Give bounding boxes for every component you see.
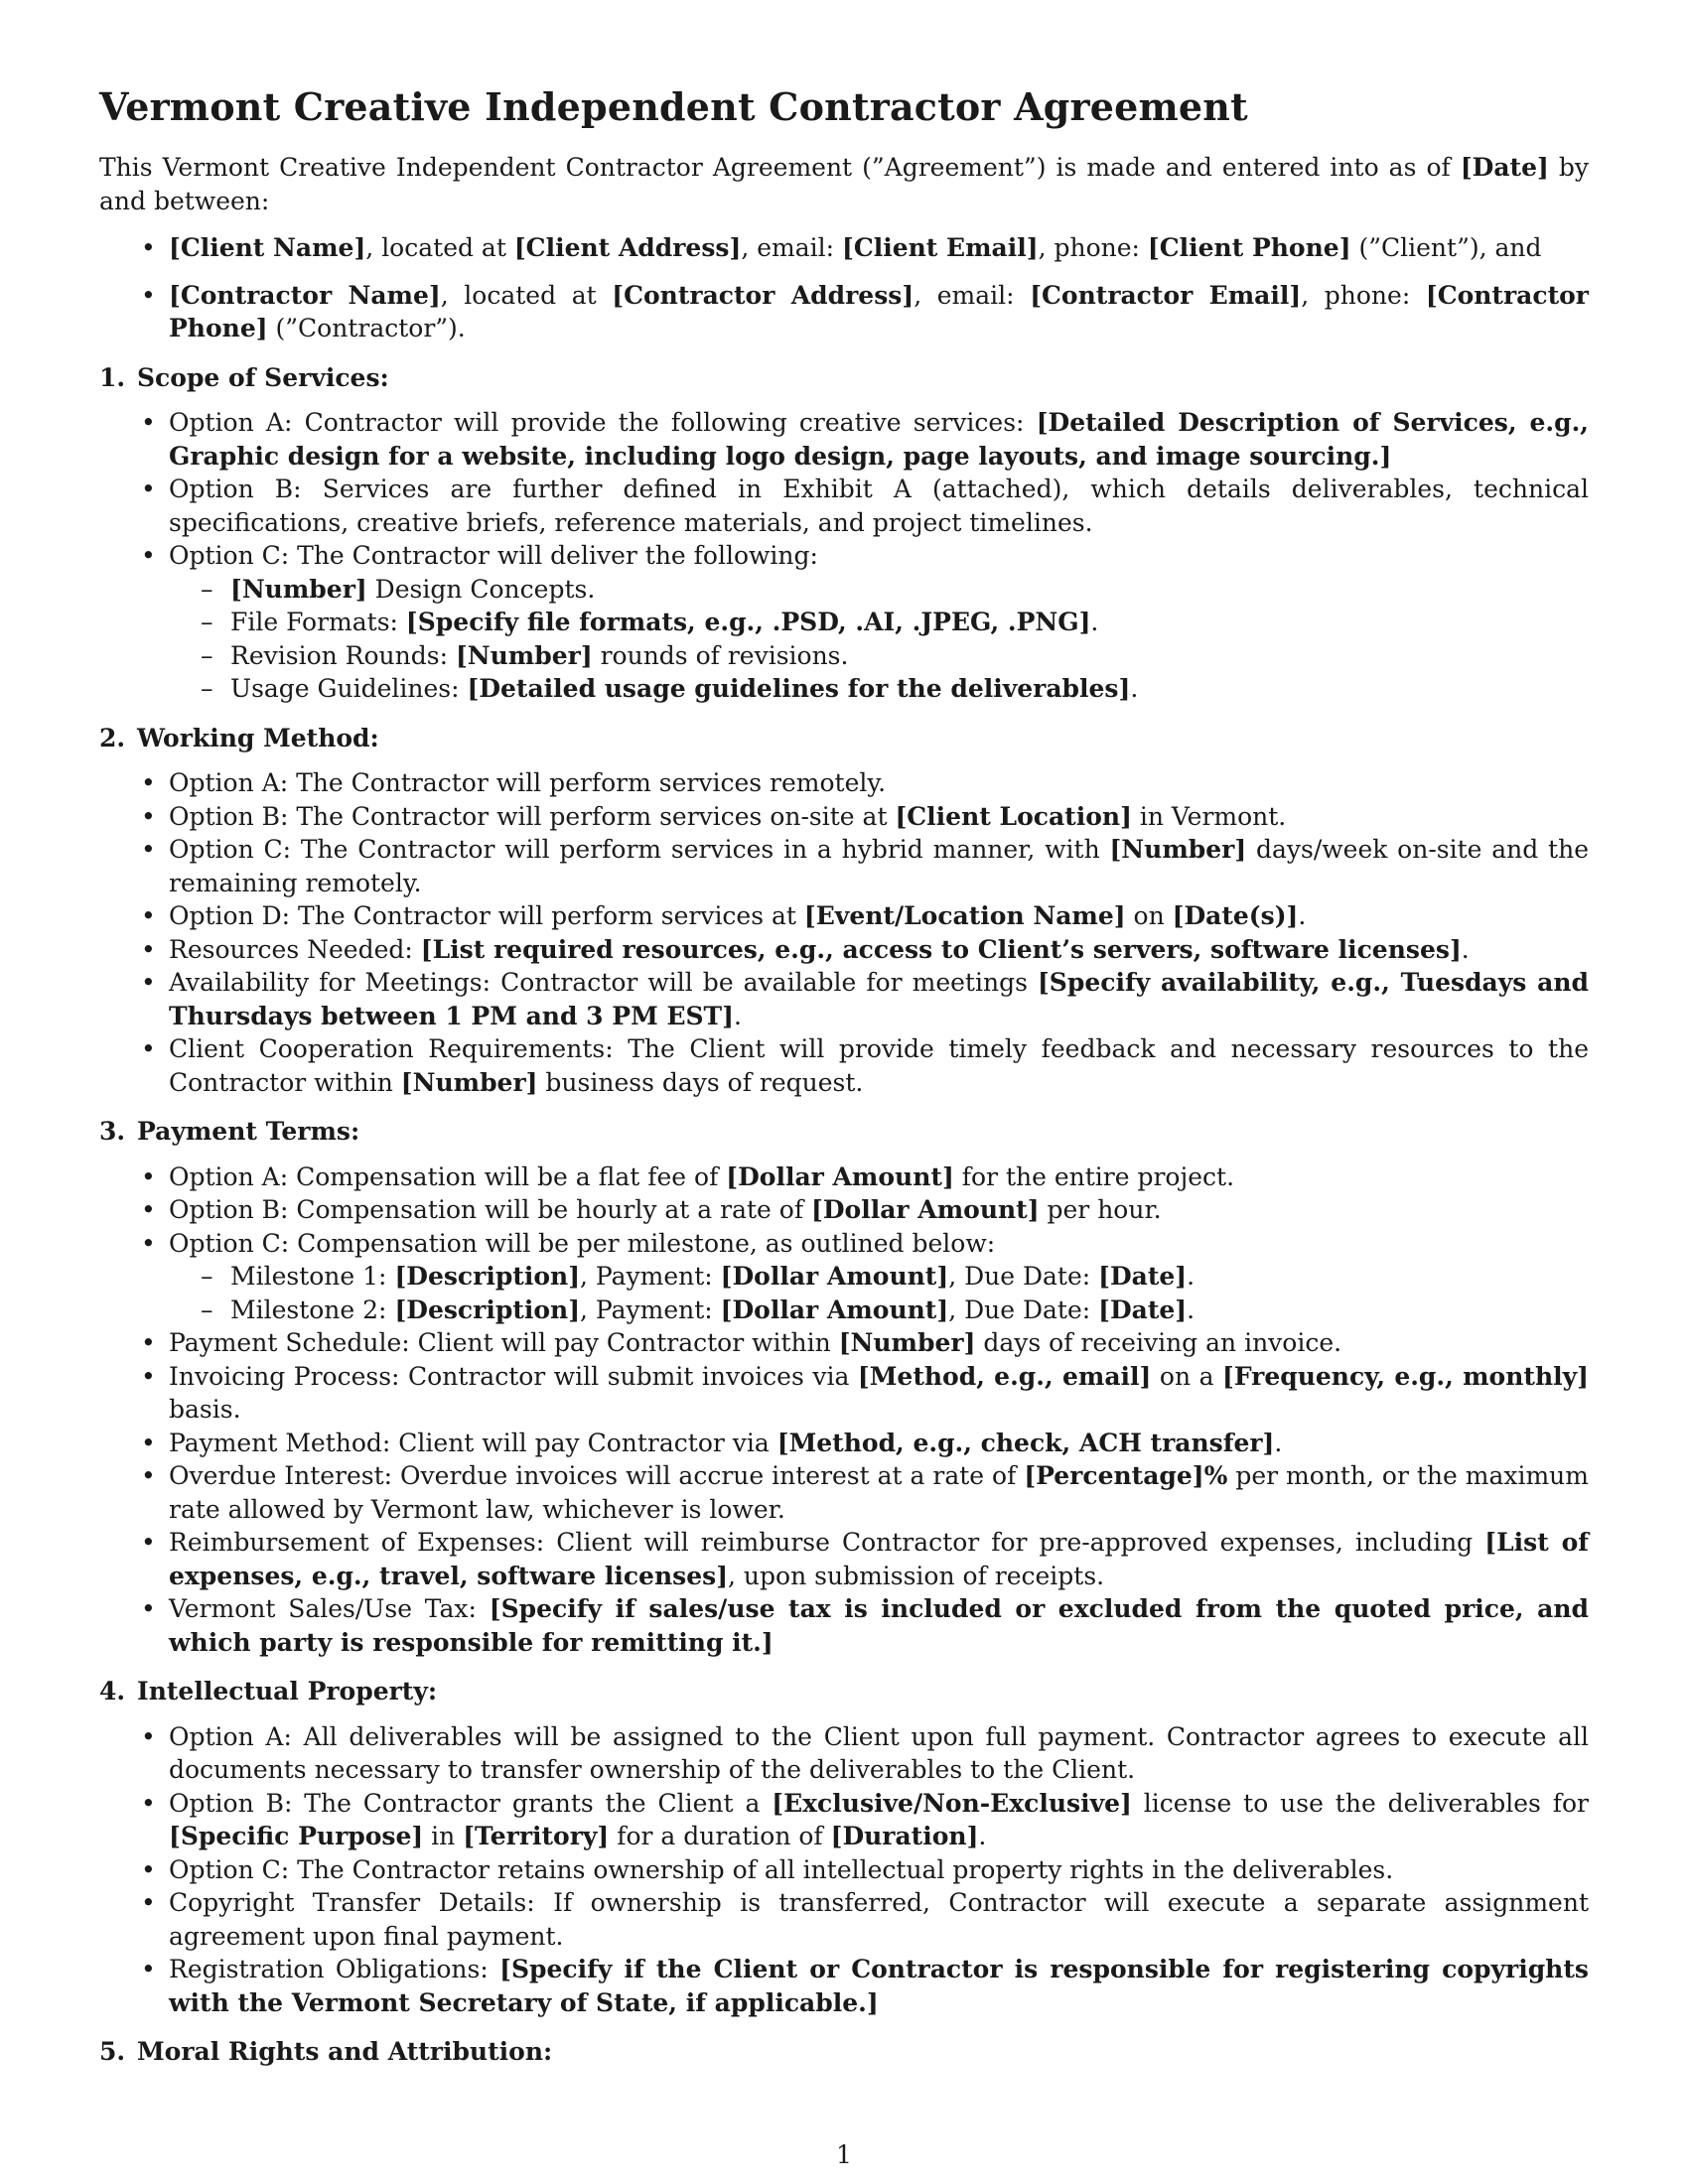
section-scope-of-services: [99, 361, 1589, 706]
sub-list-item: – Milestone 2: [Description], Payment: [Dollar Amount], Due Date: [Date].: [169, 1294, 1589, 1327]
section-heading: 3. Payment Terms:: [99, 1117, 360, 1146]
list-item: • Option C: Compensation will be per milestone, as outlined below: – Milestone 1: [Description], Payment: [Dollar Amount], Due Date: [Date]. – Milestone 2: [Description], Payment: [Dollar Amount], Due Date: [Date].: [99, 1227, 1589, 1327]
list-item: • Option A: Compensation will be a flat fee of [Dollar Amount] for the entire project.: [99, 1160, 1589, 1194]
list-item: • Option D: The Contractor will perform services at [Event/Location Name] on [Date(s)].: [99, 899, 1589, 933]
list-item: • Option B: Services are further defined in Exhibit A (attached), which details deliverables, technical specifications, creative briefs, reference materials, and project timelines.: [99, 473, 1589, 539]
section-moral-rights: [99, 2035, 1589, 2069]
list-item: • Reimbursement of Expenses: Client will reimburse Contractor for pre-approved expenses, including [List of expenses, e.g., travel, software licenses], upon submission of receipts.: [99, 1526, 1589, 1592]
section-heading: 1. Scope of Services:: [99, 362, 389, 392]
contractor-party: • [Contractor Name], located at [Contractor Address], email: [Contractor Email], phone: [Contractor Phone] (”Contractor”).: [99, 279, 1589, 345]
list-item: • Resources Needed: [List required resources, e.g., access to Client’s servers, software licenses].: [99, 933, 1589, 967]
section-intellectual-property: [99, 1675, 1589, 2019]
list-item: • Payment Schedule: Client will pay Contractor within [Number] days of receiving an invoice.: [99, 1326, 1589, 1360]
list-item: • Option C: The Contractor will perform services in a hybrid manner, with [Number] days/week on-site and the remaining remotely.: [99, 833, 1589, 899]
list-item: • Option C: The Contractor retains ownership of all intellectual property rights in the deliverables.: [99, 1853, 1589, 1887]
list-item: • Availability for Meetings: Contractor will be available for meetings [Specify availability, e.g., Tuesdays and Thursdays between 1 PM and 3 PM EST].: [99, 966, 1589, 1032]
list-item: • Option A: All deliverables will be assigned to the Client upon full payment. Contractor agrees to execute all documents necessary to transfer ownership of the deliverables to the Client.: [99, 1720, 1589, 1787]
list-item: • Vermont Sales/Use Tax: [Specify if sales/use tax is included or excluded from the quoted price, and which party is responsible for remitting it.]: [99, 1592, 1589, 1659]
list-item: • Option B: The Contractor grants the Client a [Exclusive/Non-Exclusive] license to use the deliverables for [Specific Purpose] in [Territory] for a duration of [Duration].: [99, 1787, 1589, 1853]
list-item: • Option A: Contractor will provide the following creative services: [Detailed Description of Services, e.g., Graphic design for a website, including logo design, page layouts, and image sourcing.]: [99, 406, 1589, 473]
list-item: • Invoicing Process: Contractor will submit invoices via [Method, e.g., email] on a [Frequency, e.g., monthly] basis.: [99, 1360, 1589, 1427]
list-item: • Option B: The Contractor will perform services on-site at [Client Location] in Vermont.: [99, 800, 1589, 834]
sub-list-item: – [Number] Design Concepts.: [169, 573, 1589, 607]
document-title: Vermont Creative Independent Contractor Agreement: [99, 84, 1248, 129]
section-heading: 5. Moral Rights and Attribution:: [99, 2037, 553, 2066]
document-page: [99, 85, 1589, 2081]
page-number: 1: [836, 2140, 852, 2169]
list-item: • Client Cooperation Requirements: The Client will provide timely feedback and necessary resources to the Contractor within [Number] business days of request.: [99, 1032, 1589, 1099]
sub-list-item: – Usage Guidelines: [Detailed usage guidelines for the deliverables].: [169, 672, 1589, 706]
section-heading: 2. Working Method:: [99, 723, 379, 752]
parties-list: [99, 231, 1589, 345]
list-item: • Payment Method: Client will pay Contractor via [Method, e.g., check, ACH transfer].: [99, 1427, 1589, 1460]
sub-list-item: – Revision Rounds: [Number] rounds of revisions.: [169, 639, 1589, 673]
list-item: • Overdue Interest: Overdue invoices will accrue interest at a rate of [Percentage]% per month, or the maximum rate allowed by Vermont law, whichever is lower.: [99, 1459, 1589, 1526]
section-working-method: [99, 722, 1589, 1100]
list-item: • Copyright Transfer Details: If ownership is transferred, Contractor will execute a separate assignment agreement upon final payment.: [99, 1886, 1589, 1953]
list-item: • Option A: The Contractor will perform services remotely.: [99, 766, 1589, 800]
section-payment-terms: [99, 1115, 1589, 1659]
sub-list-item: – Milestone 1: [Description], Payment: [Dollar Amount], Due Date: [Date].: [169, 1260, 1589, 1294]
section-heading: 4. Intellectual Property:: [99, 1677, 438, 1706]
sub-list-item: – File Formats: [Specify file formats, e.g., .PSD, .AI, .JPEG, .PNG].: [169, 606, 1589, 639]
list-item: • Registration Obligations: [Specify if the Client or Contractor is responsible for registering copyrights with the Vermont Secretary of State, if applicable.]: [99, 1953, 1589, 2019]
list-item: • Option B: Compensation will be hourly at a rate of [Dollar Amount] per hour.: [99, 1193, 1589, 1227]
client-party: • [Client Name], located at [Client Address], email: [Client Email], phone: [Client Phone] (”Client”), and: [99, 231, 1589, 265]
list-item: • Option C: The Contractor will deliver the following: – [Number] Design Concepts. – File Formats: [Specify file formats, e.g., .PSD, .AI, .JPEG, .PNG]. – Revision Rounds: [Number] rounds of revisions. – Usage Guidelines: [Detailed usage guidelines for the deliverables].: [99, 539, 1589, 706]
intro-paragraph: This Vermont Creative Independent Contractor Agreement (”Agreement”) is made and entered into as of [Date] by and between:: [99, 153, 1589, 215]
